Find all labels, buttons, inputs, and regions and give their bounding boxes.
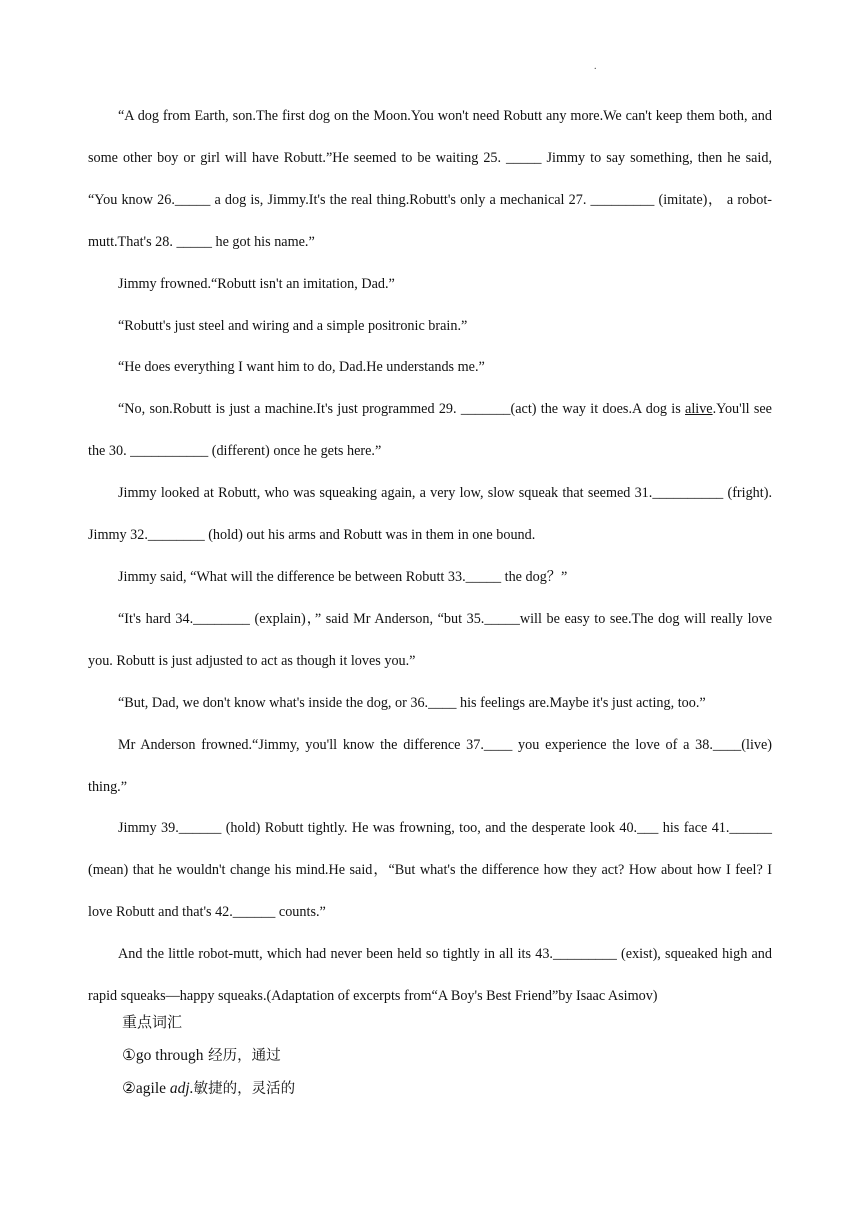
part-of-speech: adj. <box>169 1080 194 1097</box>
vocab-term: agile <box>135 1080 170 1097</box>
item-number: ② <box>122 1080 136 1097</box>
vocabulary-heading: 重点词汇 <box>122 1013 183 1031</box>
vocabulary-section <box>122 1006 295 1105</box>
paragraph-1: “A dog from Earth, son.The first dog on the Moon.You won't need Robutt any more.We can't keep them both, and some other boy or girl will have Robutt.”He seemed to be waiting 25. _____ Jimmy to say something, then he said, “You know 26._____ a dog is, Jimmy.It's the real thing.Robutt's only a mechanical 27. _________ (imitate)， a robot-mutt.That's 28. _____ he got his name.” <box>88 108 772 250</box>
paragraph-9: “But, Dad, we don't know what's inside the dog, or 36.____ his feelings are.Maybe it's just acting, too.” <box>118 694 706 711</box>
vocab-term: go through <box>135 1047 204 1064</box>
paragraph-2: Jimmy frowned.“Robutt isn't an imitation, Dad.” <box>118 275 395 292</box>
paragraph-8: “It's hard 34.________ (explain)，” said Mr Anderson, “but 35._____will be easy to see.The dog will really love you. Robutt is just adjusted to act as though it loves you.” <box>88 610 772 669</box>
paragraph-5-text-a: “No, son.Robutt is just a machine.It's just programmed 29. _______(act) the way it does.A dog is <box>118 401 686 418</box>
paragraph-5-text-b: .You'll see the 30. ___________ (different) once he gets here.” <box>88 401 772 460</box>
item-number: ① <box>122 1047 136 1064</box>
paragraph-11: Jimmy 39.______ (hold) Robutt tightly. He was frowning, too, and the desperate look 40.___ his face 41.______ (mean) that he wouldn't change his mind.He said，“But what's the difference how they act? How about how I feel? I love Robutt and that's 42.______ counts.” <box>88 820 772 921</box>
paragraph-6: Jimmy looked at Robutt, who was squeaking again, a very low, slow squeak that seemed 31.__________ (fright). Jimmy 32.________ (hold) out his arms and Robutt was in them in one bound. <box>88 485 772 544</box>
underlined-word: alive <box>685 401 713 418</box>
paragraph-3: “Robutt's just steel and wiring and a simple positronic brain.” <box>118 317 468 334</box>
paragraph-10: Mr Anderson frowned.“Jimmy, you'll know the difference 37.____ you experience the love of a 38.____(live) thing.” <box>88 736 772 795</box>
paragraph-5 <box>88 389 772 473</box>
paragraph-12: And the little robot-mutt, which had never been held so tightly in all its 43._________ (exist), squeaked high and rapid squeaks—happy squeaks.(Adaptation of excerpts from“A Boy's Best Friend”by Isaac Asimov) <box>88 946 772 1005</box>
vocabulary-item-1 <box>122 1039 295 1072</box>
vocab-meaning: 经历，通过 <box>203 1048 281 1064</box>
vocabulary-item-2 <box>122 1072 295 1105</box>
vocab-meaning: 敏捷的，灵活的 <box>193 1081 296 1097</box>
page-mark: . <box>594 61 597 72</box>
reading-passage <box>88 96 772 1018</box>
paragraph-4: “He does everything I want him to do, Dad.He understands me.” <box>118 359 485 376</box>
paragraph-7: Jimmy said, “What will the difference be between Robutt 33._____ the dog？” <box>118 568 568 585</box>
